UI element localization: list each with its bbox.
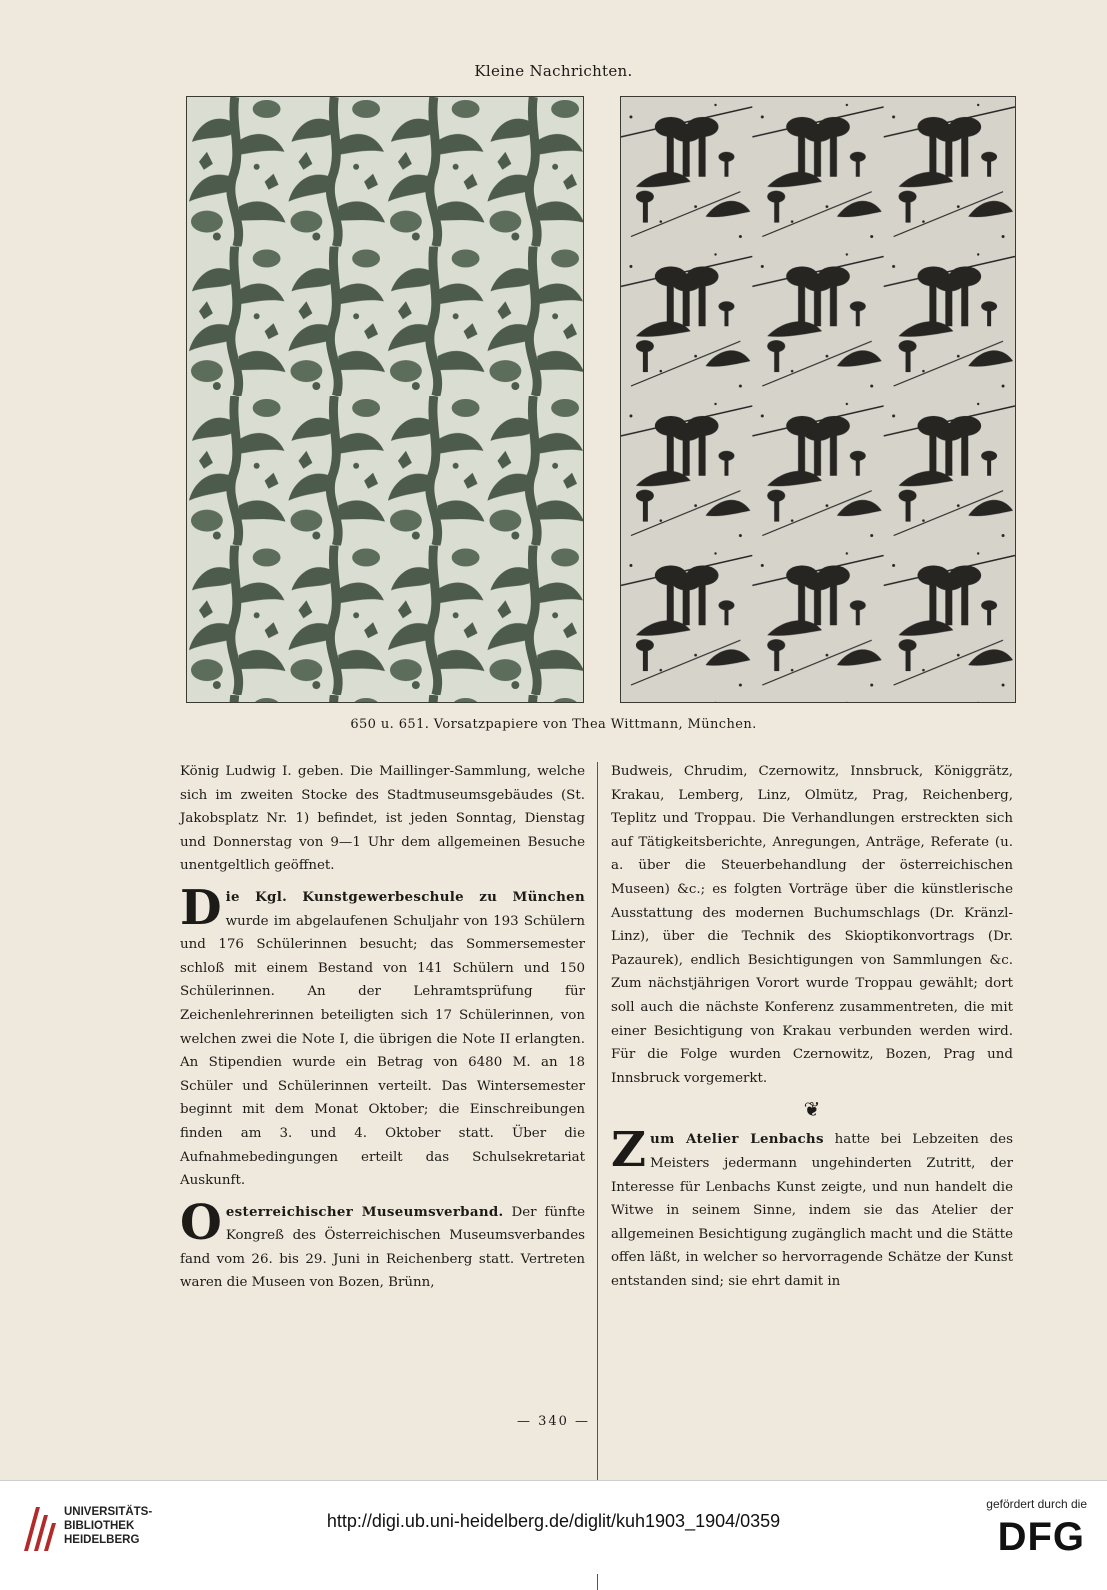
paragraph-maillinger: König Ludwig I. geben. Die Maillinger-Sammlung, welche sich im zweiten Stocke des Stadtmuseumsgebäudes (St. Jakobsplatz Nr. 1) befindet, ist jeden Sonntag, Dienstag und Donnerstag von 9—1 Uhr dem allgemeinen Besuche unentgeltlich geöffnet.: [180, 764, 585, 874]
dropcap: Z: [611, 1122, 647, 1179]
fleuron-ornament-icon: ❦: [803, 1097, 821, 1122]
funding-note: gefördert durch die: [986, 1497, 1087, 1511]
paragraph-museumsverband: [180, 1194, 585, 1295]
page-number: — 340 —: [516, 1414, 591, 1429]
paragraph-body: Der fünfte Kongreß des Österreichischen Museumsverbandes fand vom 26. bis 29. Juni in Reichenberg statt. Vertreten waren die Museen von Bozen, Brünn,: [180, 1204, 585, 1291]
library-name-line: UNIVERSITÄTS-: [64, 1506, 153, 1518]
source-url-link[interactable]: http://digi.ub.uni-heidelberg.de/diglit/kuh1903_1904/0359: [326, 1511, 781, 1531]
plate-650-leaf-pattern: [186, 96, 584, 703]
mushroom-pattern-image: [621, 97, 1015, 702]
paragraph-kunstgewerbeschule: [180, 879, 585, 1193]
dropcap: O: [180, 1194, 222, 1251]
paragraph-body: wurde im abgelaufenen Schuljahr von 193 Schülern und 176 Schülerinnen besucht; das Sommersemester schloß mit einem Bestand von 141 Schülern und 150 Schülerinnen. An der Lehramtsprüfung für Zeichenlehrerinnen beteiligten sich 17 Schülerinnen, von welchen zwei die Note I, die übrigen die Note II erlangten. An Stipendien wurde ein Betrag von 6480 M. an 18 Schüler und Schülerinnen verteilt. Das Wintersemester beginnt mit dem Monat Oktober; die Einschreibungen finden am 3. und 4. Oktober statt. Über die Aufnahmebedingungen erteilt das Schulsekretariat Auskunft.: [180, 913, 585, 1189]
running-head: Kleine Nachrichten.: [474, 62, 633, 80]
figure-caption: 650 u. 651. Vorsatzpapiere von Thea Wittmann, München.: [350, 717, 757, 732]
text-column-right: [611, 760, 1013, 1293]
paragraph-body: hatte bei Lebzeiten des Meisters jedermann ungehinderten Zutritt, der Interesse für Lenbachs Kunst zeigte, und nun handelt die Witwe in seinem Sinne, indem sie das Atelier der allgemeinen Besichtigung zugänglich macht und die Stätte offen läßt, in welcher so hervorragende Schätze der Kunst entstanden sind; sie ehrt damit in: [611, 1132, 1013, 1289]
digitization-footer: [0, 1480, 1107, 1574]
paragraph-lead: um Atelier Lenbachs: [650, 1131, 824, 1148]
library-name-line: HEIDELBERG: [64, 1534, 140, 1546]
plate-651-mushroom-pattern: [620, 96, 1016, 703]
paragraph-lead: ie Kgl. Kunstgewerbeschule zu München: [225, 888, 585, 905]
column-rule: [597, 762, 598, 1590]
paragraph-lead: esterreichischer Museumsverband.: [225, 1203, 504, 1220]
paragraph-museumsverband-continued: Budweis, Chrudim, Czernowitz, Innsbruck, Königgrätz, Krakau, Lemberg, Linz, Olmütz, Prag, Reichenberg, Teplitz und Troppau. Die Verhandlungen erstreckten sich auf Tätigkeitsberichte, Anregungen, Anträge, Referate (u. a. über die Steuerbehandlung der österreichischen Museen) &c.; es folgten Vorträge über die künstlerische Ausstattung des modernen Buchumschlags (Dr. Kränzl-Linz), über die Technik des Skioptikonvortrags (Dr. Pazaurek), endlich Besichtigungen von Sammlungen &c. Zum nächstjährigen Vorort wurde Troppau gewählt; dort soll auch die nächste Konferenz zusammentreten, die mit einer Besichtigung von Krakau verbunden werden wird. Für die Folge wurden Czernowitz, Bozen, Prag und Innsbruck vorgemerkt.: [611, 764, 1013, 1086]
dropcap: D: [180, 879, 222, 936]
dfg-logo[interactable]: DFG: [997, 1515, 1085, 1559]
library-name-line: BIBLIOTHEK: [64, 1520, 135, 1532]
paragraph-lenbach-atelier: [611, 1122, 1013, 1293]
text-column-left: [180, 760, 585, 1295]
leaf-pattern-image: [187, 97, 583, 702]
